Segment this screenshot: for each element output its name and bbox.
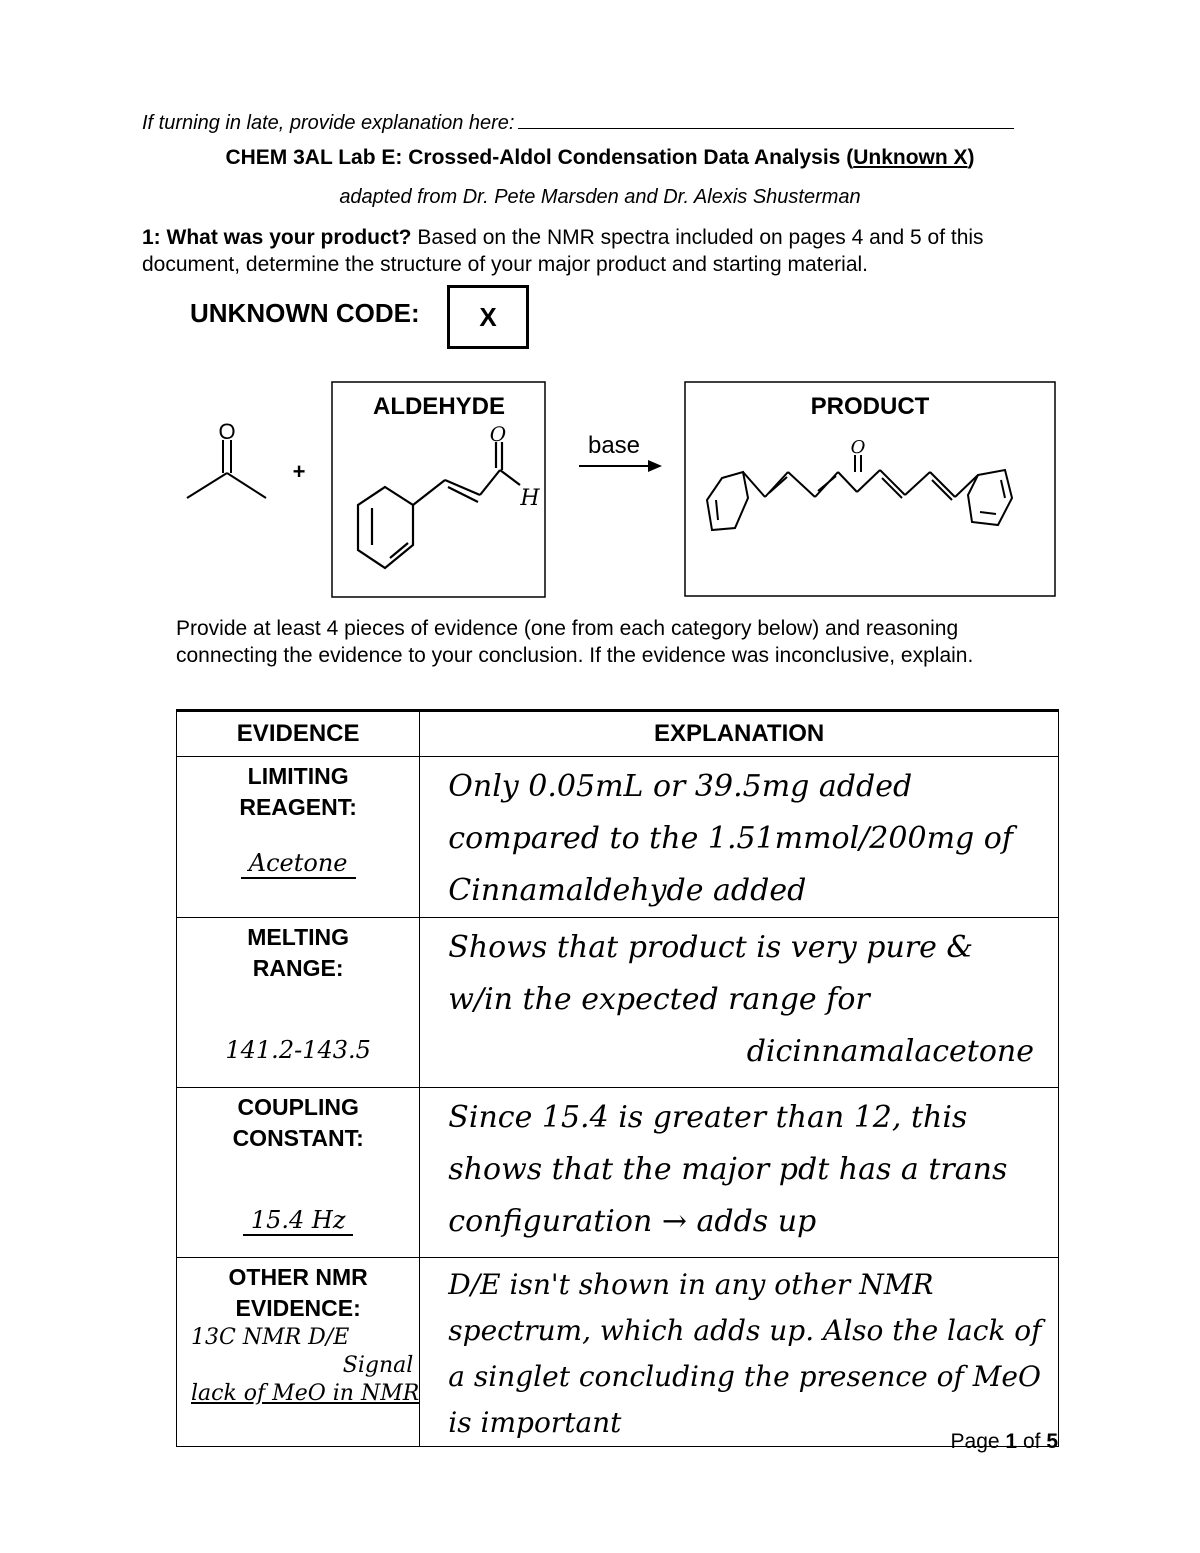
evidence-cell [177, 918, 420, 1088]
category-label-line2: RANGE: [252, 955, 344, 981]
plus-sign: + [292, 459, 306, 484]
table-row-limiting-reagent [177, 757, 1059, 918]
evidence-cell [177, 1258, 420, 1447]
explanation-cell[interactable]: D/E isn't shown in any other NMR spectrum, which adds up. Also the lack of a singlet concluding the presence of MeO is important [420, 1258, 1059, 1447]
table-row-coupling-constant [177, 1088, 1059, 1258]
title-suffix: ) [967, 146, 975, 169]
category-label-line1: COUPLING [237, 1094, 359, 1120]
question-1-heading: 1: What was your product? [142, 226, 412, 249]
category-label-line2: CONSTANT: [232, 1125, 364, 1151]
explanation-cell[interactable]: Only 0.05mL or 39.5mg added compared to the 1.51mmol/200mg of Cinnamaldehyde added [420, 757, 1059, 918]
cinnamaldehyde-sketch [358, 442, 520, 568]
category-label-line2: REAGENT: [239, 794, 357, 820]
product-label: PRODUCT [810, 393, 930, 420]
evidence-value-line1: 13C NMR D/E [191, 1325, 350, 1350]
category-label-line1: OTHER NMR [228, 1264, 368, 1290]
evidence-value[interactable] [177, 1324, 419, 1408]
evidence-value[interactable] [177, 849, 419, 877]
evidence-value[interactable] [177, 1206, 419, 1234]
explanation-cell[interactable] [420, 918, 1059, 1088]
adapted-credit: adapted from Dr. Pete Marsden and Dr. Alexis Shusterman [339, 186, 861, 208]
unknown-code-label: UNKNOWN CODE: [190, 298, 420, 328]
evidence-cell [177, 757, 420, 918]
evidence-value-text: 15.4 Hz [243, 1206, 354, 1236]
reaction-arrow [579, 460, 662, 472]
title-unknown: Unknown X [853, 146, 968, 169]
category-label-line2: EVIDENCE: [235, 1295, 361, 1321]
question-1-text: Based on the NMR spectra included on pages 4 and 5 of this document, determine the structure of your major product and starting material. [142, 226, 984, 276]
category-label-line1: MELTING [247, 924, 350, 950]
category-label-line1: LIMITING [247, 763, 349, 789]
evidence-value-line3: lack of MeO in NMR [191, 1381, 420, 1406]
page-word: Page [950, 1430, 1000, 1453]
product-oxygen: O [850, 437, 866, 458]
acetone-structure [187, 440, 266, 498]
page-indicator [951, 1430, 1058, 1454]
explanation-text-end: dicinnamalacetone [746, 1034, 1034, 1069]
evidence-value-line2: Signal [342, 1353, 414, 1378]
evidence-value-text: Acetone [241, 849, 356, 879]
evidence-instructions: Provide at least 4 pieces of evidence (one from each category below) and reasoning connecting the evidence to your conclusion. If the evidence was inconclusive, explain. [176, 617, 974, 667]
late-prompt-text: If turning in late, provide explanation here: [142, 112, 515, 134]
reaction-scheme [0, 360, 1200, 610]
aldehyde-hydrogen: H [520, 486, 540, 511]
page-number: 1 [1005, 1430, 1018, 1453]
unknown-code-box: X [447, 285, 529, 349]
product-sketch [707, 455, 1012, 530]
explanation-text: Shows that product is very pure & w/in the expected range for [448, 930, 974, 1017]
explanation-cell[interactable]: Since 15.4 is greater than 12, this shows that the major pdt has a trans configuration → adds up [420, 1088, 1059, 1258]
late-explanation-line[interactable] [518, 110, 1014, 129]
evidence-cell [177, 1088, 420, 1258]
late-explanation-prompt [142, 110, 1014, 135]
evidence-column-header: EVIDENCE [177, 711, 420, 757]
table-row-melting-range [177, 918, 1059, 1088]
aldehyde-label: ALDEHYDE [372, 393, 506, 420]
acetone-oxygen: O [218, 419, 236, 444]
of-word: of [1022, 1430, 1041, 1453]
page-title [0, 146, 1200, 170]
question-1 [142, 224, 1072, 278]
evidence-table [176, 709, 1059, 1447]
arrow-label: base [587, 432, 641, 459]
title-prefix: CHEM 3AL Lab E: Crossed-Aldol Condensation Data Analysis ( [225, 146, 854, 169]
explanation-column-header: EXPLANATION [420, 711, 1059, 757]
table-row-other-nmr [177, 1258, 1059, 1447]
aldehyde-oxygen: O [489, 422, 507, 446]
page-total: 5 [1046, 1430, 1058, 1453]
evidence-value[interactable]: 141.2-143.5 [225, 1036, 371, 1064]
